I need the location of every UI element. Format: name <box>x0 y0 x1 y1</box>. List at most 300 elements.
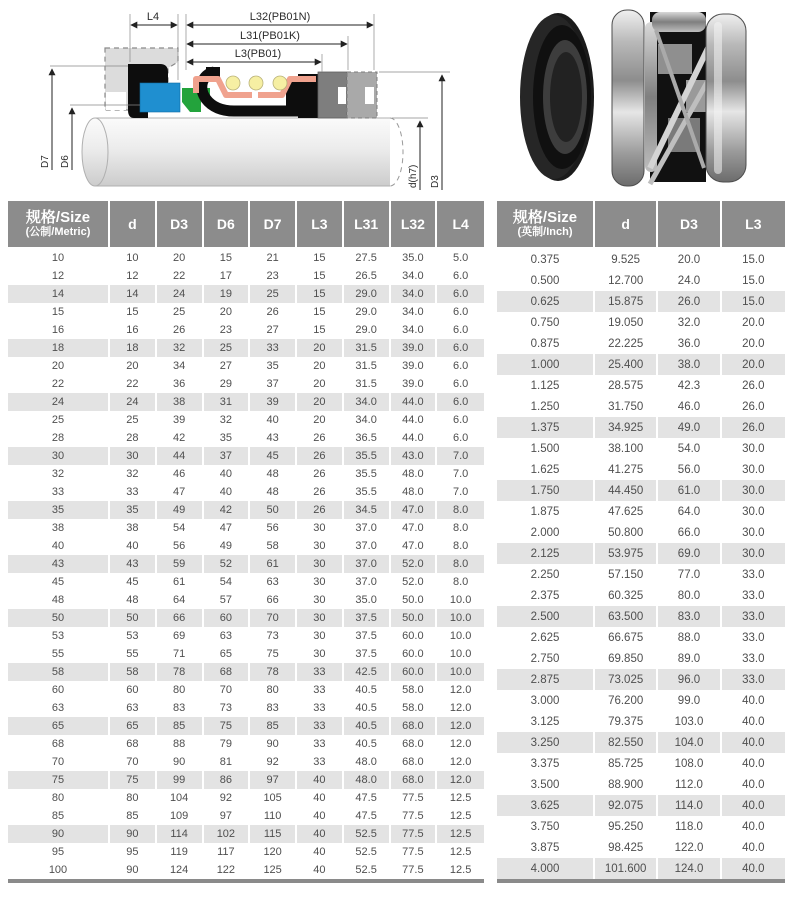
cell: 27.5 <box>344 249 391 267</box>
cell: 65 <box>8 717 110 735</box>
cell: 92.075 <box>595 795 658 816</box>
cell: 63 <box>8 699 110 717</box>
cell: 2.125 <box>497 543 595 564</box>
cell: 22 <box>110 375 157 393</box>
cell: 76.200 <box>595 690 658 711</box>
cell: 21 <box>250 249 297 267</box>
cell: 55 <box>8 645 110 663</box>
cell: 73.025 <box>595 669 658 690</box>
table-row <box>8 411 484 429</box>
cell: 18 <box>110 339 157 357</box>
table-row <box>8 843 484 861</box>
cell: 9.525 <box>595 249 658 270</box>
cell: 119 <box>157 843 204 861</box>
cell: 3.125 <box>497 711 595 732</box>
cell: 26 <box>297 483 344 501</box>
cell: 48 <box>8 591 110 609</box>
cell: 31.5 <box>344 375 391 393</box>
cell: 77.5 <box>391 843 438 861</box>
cell: 33 <box>110 483 157 501</box>
table-row <box>8 825 484 843</box>
cell: 61.0 <box>658 480 721 501</box>
cell: 58 <box>8 663 110 681</box>
cell: 53 <box>110 627 157 645</box>
cell: 8.0 <box>437 501 484 519</box>
table-row <box>8 285 484 303</box>
table-row <box>497 270 785 291</box>
cell: 31 <box>204 393 251 411</box>
cell: 99.0 <box>658 690 721 711</box>
cell: 44.450 <box>595 480 658 501</box>
cell: 32 <box>8 465 110 483</box>
cell: 38 <box>157 393 204 411</box>
cell: 6.0 <box>452 360 469 372</box>
cell: 26.0 <box>742 379 765 392</box>
cell: 34.0 <box>391 267 438 285</box>
table-row <box>8 429 484 447</box>
cell: 34.0 <box>344 393 391 411</box>
table-row <box>8 699 484 717</box>
cell: 42 <box>157 429 204 447</box>
cell: 46.0 <box>658 396 721 417</box>
cell: 3.500 <box>497 774 595 795</box>
table-row <box>8 519 484 537</box>
cell: 27 <box>250 321 297 339</box>
cell: 37.0 <box>344 519 391 537</box>
cell: 40 <box>297 825 344 843</box>
metric-size-title: 规格/Size <box>25 209 91 226</box>
cell: 68 <box>8 735 110 753</box>
cell: 29.0 <box>344 321 391 339</box>
cell: 30.0 <box>742 505 765 518</box>
cell: 80 <box>8 789 110 807</box>
cell: 35.5 <box>344 465 391 483</box>
cell: 1.250 <box>497 396 595 417</box>
inch-table-body <box>497 249 785 879</box>
inch-header-row <box>497 201 785 249</box>
cell: 28.575 <box>595 375 658 396</box>
cell: 44.0 <box>391 393 438 411</box>
cell: 34.0 <box>391 285 438 303</box>
table-row <box>497 732 785 753</box>
cell: 8.0 <box>452 576 469 588</box>
cell: 31.5 <box>344 339 391 357</box>
cell: 30.0 <box>742 526 765 539</box>
cell: 20.0 <box>742 337 765 350</box>
cell: 3.750 <box>497 816 595 837</box>
table-row <box>8 303 484 321</box>
cell: 40.0 <box>722 732 785 753</box>
cell: 124 <box>157 861 204 879</box>
cell: 25 <box>157 303 204 321</box>
cell: 20.0 <box>658 249 721 270</box>
cell: 33 <box>250 339 297 357</box>
inch-size-title: 规格/Size <box>512 209 578 226</box>
cell: 85 <box>157 717 204 735</box>
cell: 88.900 <box>595 774 658 795</box>
cell: 85 <box>250 717 297 735</box>
cell: 10 <box>8 249 110 267</box>
table-row <box>8 789 484 807</box>
cell: 81 <box>204 753 251 771</box>
table-row <box>8 501 484 519</box>
cell: 10.0 <box>437 609 484 627</box>
cell: 7.0 <box>437 447 484 465</box>
cell: 65 <box>110 717 157 735</box>
cell: 95 <box>8 843 110 861</box>
cell: 12.700 <box>595 270 658 291</box>
cell: 23 <box>250 267 297 285</box>
cell: 60 <box>110 681 157 699</box>
cell: 15.0 <box>742 274 765 287</box>
column-header: L3 <box>722 201 785 249</box>
cell: 54.0 <box>658 438 721 459</box>
cell: 6.0 <box>452 270 469 282</box>
inch-size-table <box>497 201 785 883</box>
cell: 37.0 <box>344 537 391 555</box>
cell: 102 <box>204 825 251 843</box>
table-row <box>497 564 785 585</box>
cell: 2.750 <box>497 648 595 669</box>
cell: 44 <box>157 447 204 465</box>
cell: 26.5 <box>344 267 391 285</box>
cell: 45 <box>250 447 297 465</box>
cell: 66 <box>157 609 204 627</box>
cell: 5.0 <box>452 252 469 264</box>
cell: 12 <box>110 267 157 285</box>
cell: 90 <box>110 861 157 879</box>
drive-collar <box>318 72 377 118</box>
cell: 30 <box>297 555 344 573</box>
cell: 100 <box>8 861 110 879</box>
cell: 60.325 <box>595 585 658 606</box>
cell: 12.5 <box>449 846 472 858</box>
cell: 30.0 <box>722 480 785 501</box>
cell: 70 <box>8 753 110 771</box>
cell: 71 <box>157 645 204 663</box>
cell: 61 <box>157 573 204 591</box>
cell: 58 <box>110 663 157 681</box>
cell: 49 <box>204 537 251 555</box>
cell: 40 <box>204 483 251 501</box>
cell: 50.0 <box>391 591 438 609</box>
cell: 49 <box>157 501 204 519</box>
cell: 34.5 <box>344 501 391 519</box>
cell: 80 <box>157 681 204 699</box>
table-row <box>497 858 785 879</box>
cell: 12.5 <box>449 792 472 804</box>
cell: 63 <box>250 573 297 591</box>
cell: 47.5 <box>344 807 391 825</box>
cell: 60 <box>8 681 110 699</box>
cell: 20.0 <box>722 354 785 375</box>
cell: 30 <box>8 447 110 465</box>
table-row <box>497 459 785 480</box>
cell: 34.0 <box>391 321 438 339</box>
cell: 30 <box>297 627 344 645</box>
cell: 47.625 <box>595 501 658 522</box>
cell: 8.0 <box>452 522 469 534</box>
table-row <box>497 480 785 501</box>
dim-label-dh7: d(h7) <box>408 164 419 188</box>
cell: 35.5 <box>344 447 391 465</box>
cell: 40.0 <box>742 757 765 770</box>
cell: 8.0 <box>452 540 469 552</box>
cell: 7.0 <box>452 468 469 480</box>
table-row <box>497 585 785 606</box>
cell: 2.500 <box>497 606 595 627</box>
cell: 40 <box>297 807 344 825</box>
cell: 45 <box>8 573 110 591</box>
cell: 6.0 <box>437 339 484 357</box>
cell: 34.0 <box>344 411 391 429</box>
table-row <box>497 522 785 543</box>
cell: 68 <box>204 663 251 681</box>
cell: 38 <box>8 519 110 537</box>
metric-size-table <box>8 201 484 883</box>
cell: 77.5 <box>391 807 438 825</box>
cell: 30 <box>297 519 344 537</box>
table-row <box>497 774 785 795</box>
cell: 33 <box>8 483 110 501</box>
cell: 85.725 <box>595 753 658 774</box>
dim-label-d7: D7 <box>40 155 51 168</box>
cell: 6.0 <box>437 285 484 303</box>
cell: 33 <box>297 753 344 771</box>
cell: 12.5 <box>449 810 472 822</box>
cell: 41.275 <box>595 459 658 480</box>
cell: 26 <box>297 501 344 519</box>
cell: 49.0 <box>658 417 721 438</box>
cell: 20 <box>157 249 204 267</box>
cell: 110 <box>250 807 297 825</box>
cell: 47 <box>204 519 251 537</box>
cell: 38 <box>110 519 157 537</box>
cell: 31.5 <box>344 357 391 375</box>
cell: 69.850 <box>595 648 658 669</box>
table-row <box>8 573 484 591</box>
cell: 26 <box>157 321 204 339</box>
cell: 0.375 <box>497 249 595 270</box>
cell: 37.0 <box>344 573 391 591</box>
table-row <box>497 249 785 270</box>
cell: 77.0 <box>658 564 721 585</box>
table-row <box>8 861 484 879</box>
spring-coil <box>273 76 287 90</box>
cell: 12.0 <box>437 771 484 789</box>
cell: 112.0 <box>658 774 721 795</box>
cell: 35.0 <box>344 591 391 609</box>
cell: 125 <box>250 861 297 879</box>
cell: 42.3 <box>658 375 721 396</box>
cell: 1.625 <box>497 459 595 480</box>
cell: 80 <box>110 789 157 807</box>
cell: 56 <box>157 537 204 555</box>
cell: 26.0 <box>742 400 765 413</box>
cell: 97 <box>250 771 297 789</box>
cell: 122 <box>204 861 251 879</box>
cell: 59 <box>157 555 204 573</box>
spring-coil <box>249 76 263 90</box>
cell: 37 <box>204 447 251 465</box>
cell: 40.0 <box>742 694 765 707</box>
seal-head-photo <box>612 10 746 186</box>
cell: 101.600 <box>595 858 658 879</box>
cell: 80 <box>250 681 297 699</box>
table-row <box>497 501 785 522</box>
column-header: L31 <box>344 201 391 249</box>
cell: 1.875 <box>497 501 595 522</box>
table-row <box>497 333 785 354</box>
cell: 60 <box>204 609 251 627</box>
table-row <box>497 648 785 669</box>
seal-seat-photo <box>520 13 594 181</box>
cell: 15 <box>297 267 344 285</box>
cell: 118.0 <box>658 816 721 837</box>
cell: 40.0 <box>742 820 765 833</box>
cell: 6.0 <box>452 324 469 336</box>
cell: 6.0 <box>452 306 469 318</box>
cell: 45 <box>110 573 157 591</box>
cell: 66.0 <box>658 522 721 543</box>
cell: 82.550 <box>595 732 658 753</box>
cell: 30 <box>297 609 344 627</box>
cell: 57.150 <box>595 564 658 585</box>
table-row <box>497 396 785 417</box>
cell: 40 <box>250 411 297 429</box>
column-header: L4 <box>437 201 484 249</box>
top-figures-zone <box>0 0 790 198</box>
cell: 1.375 <box>497 417 595 438</box>
spring-coils <box>226 76 287 90</box>
cell: 0.750 <box>497 312 595 333</box>
inch-size-subtitle: (英制/Inch) <box>517 226 573 238</box>
dim-label-l4: L4 <box>146 11 160 23</box>
cell: 52.5 <box>344 843 391 861</box>
cell: 25 <box>204 339 251 357</box>
table-row <box>8 645 484 663</box>
dimension-tables <box>8 201 785 883</box>
cell: 20 <box>204 303 251 321</box>
cell: 58.0 <box>391 699 438 717</box>
cell: 80.0 <box>658 585 721 606</box>
column-header: D3 <box>658 201 721 249</box>
cell: 1.000 <box>497 354 595 375</box>
cell: 30.0 <box>742 463 765 476</box>
table-row <box>497 543 785 564</box>
cell: 15 <box>297 303 344 321</box>
cell: 90 <box>157 753 204 771</box>
cell: 78 <box>250 663 297 681</box>
cell: 42.5 <box>344 663 391 681</box>
cell: 35.5 <box>344 483 391 501</box>
cell: 33.0 <box>742 589 765 602</box>
dim-label-l31: L31(PB01K) <box>240 30 300 42</box>
cell: 47.0 <box>391 537 438 555</box>
cell: 1.125 <box>497 375 595 396</box>
cell: 22.225 <box>595 333 658 354</box>
cell: 35 <box>250 357 297 375</box>
table-row <box>497 837 785 858</box>
cell: 55 <box>110 645 157 663</box>
cell: 40.5 <box>344 699 391 717</box>
cell: 54 <box>157 519 204 537</box>
cell: 40.0 <box>742 778 765 791</box>
cell: 97 <box>204 807 251 825</box>
cell: 26 <box>297 429 344 447</box>
table-row <box>8 375 484 393</box>
cell: 66.675 <box>595 627 658 648</box>
cell: 99 <box>157 771 204 789</box>
cell: 48.0 <box>344 753 391 771</box>
cell: 53 <box>8 627 110 645</box>
cell: 30.0 <box>722 543 785 564</box>
cell: 115 <box>250 825 297 843</box>
cell: 16 <box>110 321 157 339</box>
cell: 34 <box>157 357 204 375</box>
cell: 14 <box>110 285 157 303</box>
cell: 20 <box>297 393 344 411</box>
cell: 88.0 <box>658 627 721 648</box>
cell: 33.0 <box>742 568 765 581</box>
cell: 40 <box>297 843 344 861</box>
cell: 24 <box>110 393 157 411</box>
cell: 27 <box>204 357 251 375</box>
cell: 50 <box>8 609 110 627</box>
cell: 17 <box>204 267 251 285</box>
dim-label-d3: D3 <box>430 175 441 188</box>
cell: 12.5 <box>437 825 484 843</box>
cell: 57 <box>204 591 251 609</box>
cell: 33.0 <box>742 652 765 665</box>
cell: 40.0 <box>742 715 765 728</box>
table-row <box>8 663 484 681</box>
cell: 70 <box>204 681 251 699</box>
cell: 75 <box>204 717 251 735</box>
cell: 15 <box>297 285 344 303</box>
cell: 3.875 <box>497 837 595 858</box>
cell: 25 <box>110 411 157 429</box>
cell: 3.375 <box>497 753 595 774</box>
cell: 26.0 <box>658 291 721 312</box>
cell: 83.0 <box>658 606 721 627</box>
table-row <box>8 393 484 411</box>
table-row <box>8 627 484 645</box>
cell: 60.0 <box>391 645 438 663</box>
cell: 32 <box>157 339 204 357</box>
cell: 68.0 <box>391 771 438 789</box>
cell: 12.0 <box>449 738 472 750</box>
cell: 30 <box>110 447 157 465</box>
cell: 6.0 <box>437 393 484 411</box>
cell: 68.0 <box>391 717 438 735</box>
cell: 104 <box>157 789 204 807</box>
cell: 3.000 <box>497 690 595 711</box>
cell: 42 <box>204 501 251 519</box>
column-header: D7 <box>250 201 297 249</box>
cell: 63 <box>204 627 251 645</box>
cell: 28 <box>110 429 157 447</box>
cell: 90 <box>250 735 297 753</box>
table-row <box>497 711 785 732</box>
cell: 40 <box>297 771 344 789</box>
table-row <box>497 606 785 627</box>
cell: 33 <box>297 681 344 699</box>
table-row <box>497 417 785 438</box>
cell: 20 <box>297 357 344 375</box>
cell: 26 <box>297 465 344 483</box>
cell: 61 <box>250 555 297 573</box>
